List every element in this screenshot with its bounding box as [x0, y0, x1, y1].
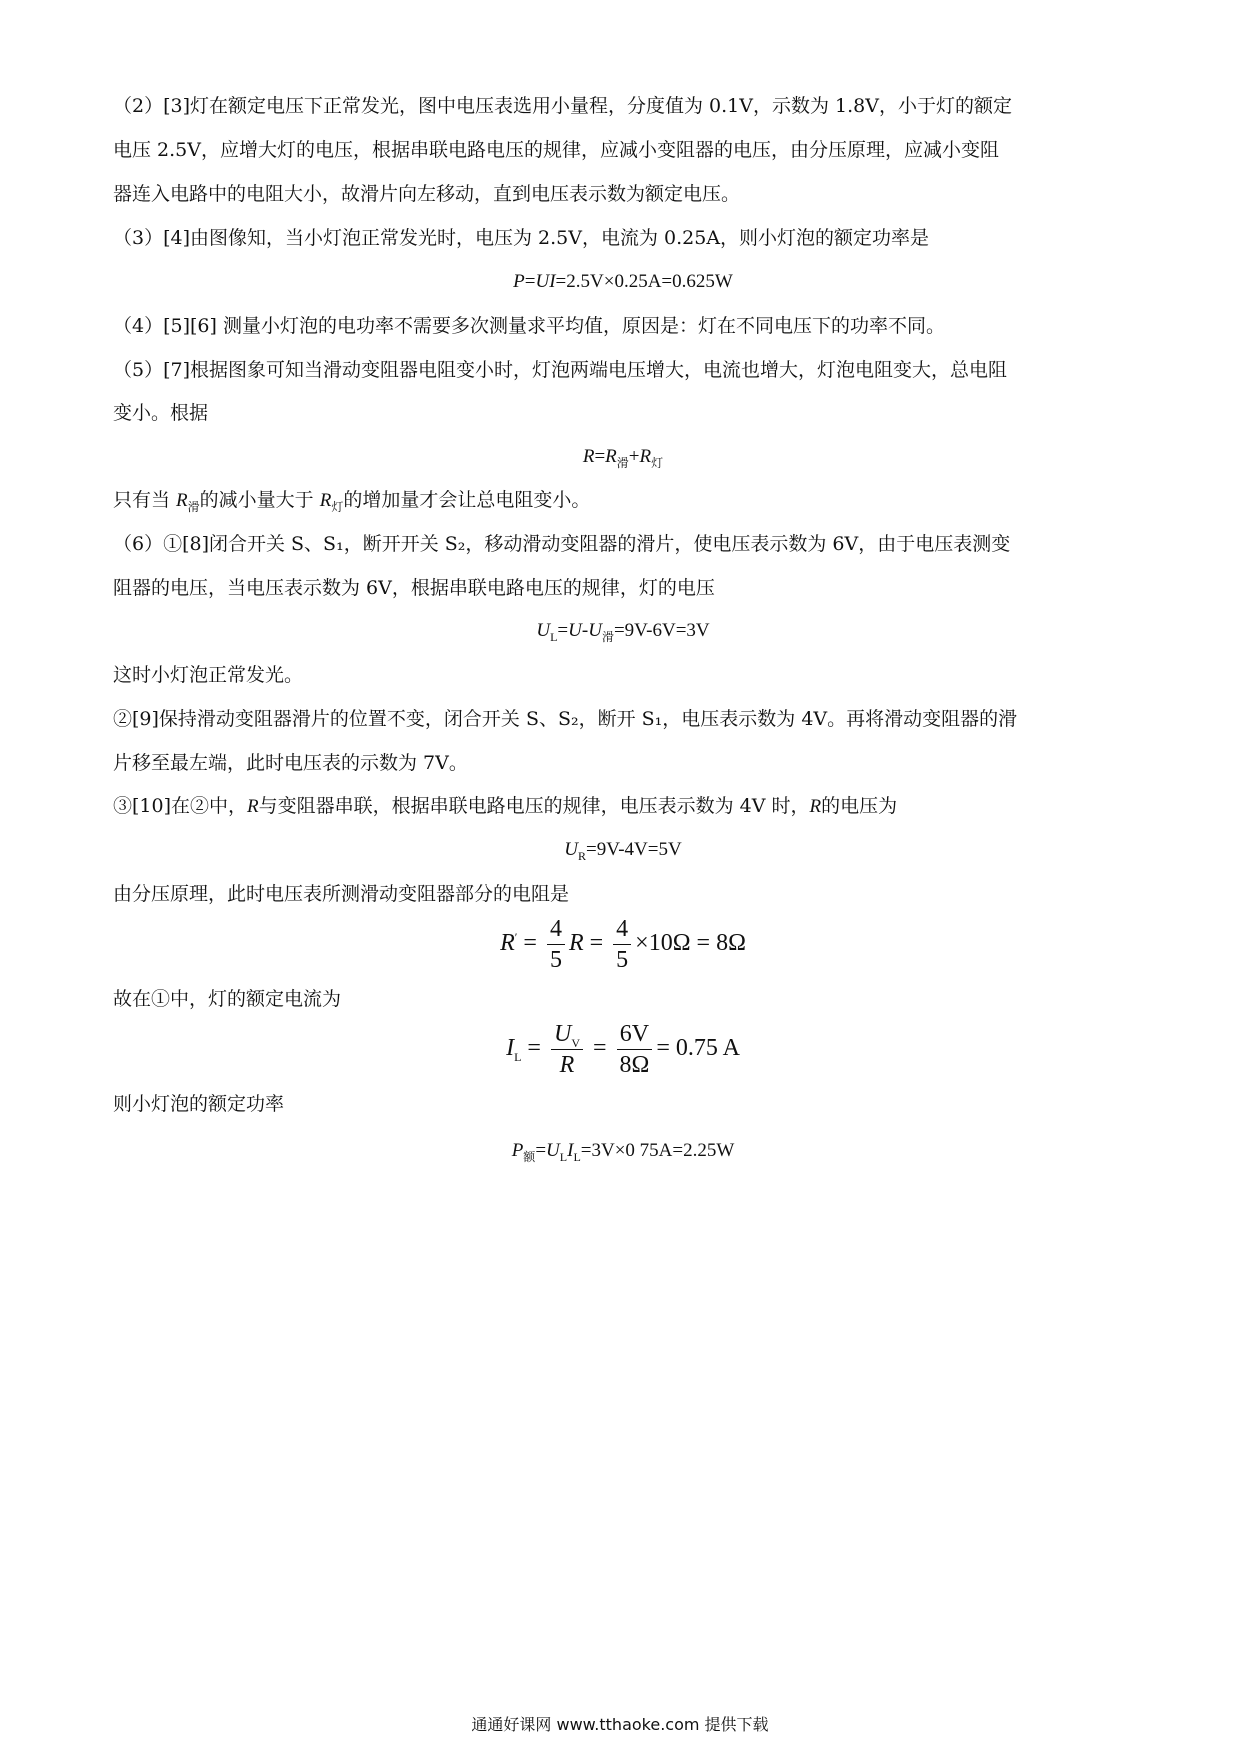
eq-symbol: U: [553, 1020, 572, 1047]
paragraph-5-line-3: [113, 486, 1133, 515]
eq-symbol: U: [564, 839, 579, 860]
text-run: 与变阻器串联，根据串联电路电压的规律，电压表示数为 4V 时，: [258, 795, 810, 817]
eq-subscript: 滑: [601, 629, 614, 644]
eq-symbol: I: [567, 1140, 574, 1161]
equation-lamp-voltage: $U_L=U-U_滑=9V-6V=3V$: [536, 620, 710, 644]
eq-symbol: R: [176, 490, 188, 511]
paragraph-4: （4）[5][6] 测量小灯泡的电功率不需要多次测量求平均值，原因是：灯在不同电压下的功率不同。: [113, 315, 945, 337]
paragraph-8: [113, 792, 1133, 821]
paragraph-5-line-2: 变小。根据: [113, 402, 209, 424]
paragraph-6-line-1: （6）①[8]闭合开关 S、S₁，断开开关 S₂，移动滑动变阻器的滑片，使电压表示数为 6V，由于电压表测变: [113, 533, 1011, 555]
eq-symbol: R: [809, 796, 822, 817]
eq-subscript: L: [514, 1049, 522, 1064]
eq-subscript: 灯: [331, 499, 344, 514]
equation-rated-current: $I_L$ = $\frac{U_V}{R}$ = $\frac{6V}{8\Omega}$ = 0.75 A: [506, 1020, 740, 1078]
fraction: [551, 1019, 583, 1080]
eq-subscript: L: [559, 1149, 568, 1164]
eq-symbol: R: [639, 446, 652, 467]
fraction: [617, 1019, 653, 1080]
fraction-denominator: 8Ω: [619, 1051, 650, 1078]
paragraph-2-line-1: （2）[3]灯在额定电压下正常发光，图中电压表选用小量程，分度值为 0.1V，示数为 1.8V，小于灯的额定: [113, 95, 1012, 117]
text-run: 的增加量才会让总电阻变小。: [343, 489, 591, 511]
eq-symbol: U: [588, 620, 602, 641]
paragraph-10: 故在①中，灯的额定电流为: [113, 988, 342, 1010]
fraction: [547, 914, 565, 975]
eq-subscript: L: [550, 629, 558, 644]
eq-text: =9V-4V=5V: [586, 839, 682, 860]
eq-symbol: P: [513, 271, 525, 292]
eq-subscript: 额: [523, 1149, 536, 1164]
paragraph-2-line-3: 器连入电路中的电阻大小，故滑片向左移动，直到电压表示数为额定电压。: [113, 183, 741, 205]
eq-symbol: U: [546, 1140, 560, 1161]
text-run: 的电压为: [821, 795, 898, 817]
eq-subscript: 滑: [616, 455, 629, 470]
eq-symbol: R: [582, 446, 595, 467]
fraction-denominator: 5: [616, 946, 629, 973]
paragraph-6-line-3: 这时小灯泡正常发光。: [113, 664, 304, 686]
fraction-denominator: 5: [549, 946, 562, 973]
eq-symbol: R: [605, 446, 617, 467]
eq-subscript: 滑: [187, 499, 200, 514]
eq-symbol: R: [319, 490, 332, 511]
eq-text: =2.5V×0.25A=0.625W: [555, 271, 733, 292]
paragraph-2-line-2: 电压 2.5V，应增大灯的电压，根据串联电路电压的规律，应减小变阻器的电压，由分压原理，应减小变阻: [113, 139, 999, 161]
paragraph-5-line-1: （5）[7]根据图象可知当滑动变阻器电阻变小时，灯泡两端电压增大，电流也增大，灯泡电阻变大，总电阻: [113, 359, 1008, 381]
eq-subscript: V: [571, 1035, 580, 1050]
equation-partial-resistance: R′ = $\frac{4}{5}$ R = $\frac{4}{5}$ ×10Ω = 8Ω: [500, 915, 746, 973]
eq-symbol: I: [506, 1035, 515, 1061]
eq-text: =3V×0 75A=2.25W: [580, 1140, 735, 1161]
text-run: 只有当: [113, 489, 177, 511]
eq-superscript: ′: [514, 930, 518, 944]
eq-text: =9V-6V=3V: [613, 620, 710, 641]
eq-symbol: R: [500, 930, 515, 956]
paragraph-7-line-1: ②[9]保持滑动变阻器滑片的位置不变，闭合开关 S、S₂，断开 S₁，电压表示数为 4V。再将滑动变阻器的滑: [113, 708, 1018, 730]
page-footer: 通通好课网 www.tthaoke.com 提供下载: [471, 1715, 769, 1734]
fraction-numerator: [551, 1019, 583, 1050]
paragraph-6-line-2: 阻器的电压，当电压表示数为 6V，根据串联电路电压的规律，灯的电压: [113, 577, 715, 599]
fraction-numerator: 4: [547, 914, 565, 945]
fraction-denominator: R: [559, 1051, 575, 1078]
equation-resistor-voltage: [113, 836, 1133, 864]
eq-symbol: P: [511, 1140, 524, 1161]
text-run: ③[10]在②中，: [113, 795, 248, 817]
eq-symbol: U: [568, 620, 582, 641]
fraction-numerator: 6V: [617, 1019, 653, 1050]
eq-subscript: 灯: [651, 455, 664, 470]
eq-text: ×10Ω = 8Ω: [635, 930, 746, 956]
eq-subscript: R: [578, 848, 587, 863]
fraction-numerator: 4: [613, 914, 631, 945]
eq-symbol: R: [247, 796, 259, 817]
paragraph-7-line-2: 片移至最左端，此时电压表的示数为 7V。: [113, 752, 468, 774]
paragraph-9: 由分压原理，此时电压表所测滑动变阻器部分的电阻是: [113, 883, 570, 905]
text-run: 的减小量大于: [199, 489, 320, 511]
eq-symbol: U: [536, 620, 551, 641]
paragraph-3: （3）[4]由图像知，当小灯泡正常发光时，电压为 2.5V，电流为 0.25A，则小灯泡的额定功率是: [113, 227, 930, 249]
paragraph-11: 则小灯泡的额定功率: [113, 1093, 285, 1115]
equation-resistance-sum: $R=R_滑+R_灯$: [582, 446, 664, 470]
eq-subscript: L: [573, 1149, 581, 1164]
equation-power: P=UI=2.5V×0.25A=0.625W: [513, 271, 733, 292]
fraction: [613, 914, 631, 975]
eq-text: = 0.75 A: [656, 1035, 740, 1061]
eq-symbol: UI: [535, 271, 556, 292]
eq-symbol: R: [568, 930, 584, 956]
equation-rated-power: $P_额=U_LI_L=3V\times 0$ 75A=2.25W: [511, 1140, 735, 1164]
